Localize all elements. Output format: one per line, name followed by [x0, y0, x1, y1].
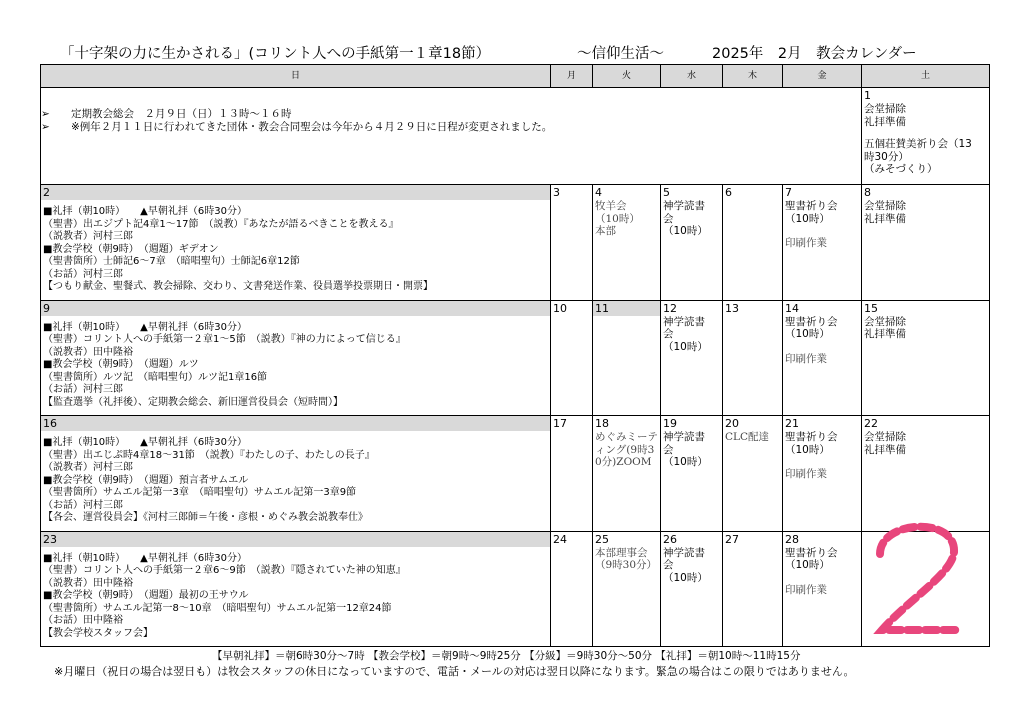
day-number: 25: [595, 532, 609, 546]
event-line: （10時）: [595, 212, 640, 225]
day-cell-mon: [551, 300, 593, 415]
day-number: 7: [785, 186, 792, 200]
day-cell-mon: [551, 416, 593, 531]
event-line: ■礼拝（朝10時） ▲早朝礼拝（6時30分）: [43, 552, 247, 564]
day-cell-fri: [783, 185, 862, 300]
event-line: 聖書祈り会: [785, 546, 838, 559]
weekday-sat: 土: [862, 65, 990, 88]
office-notice: ※月曜日（祝日の場合は翌日も）は牧会スタッフの休日になっていますので、電話・メールの対応は翌日以降になります。緊急の場合はこの限りではありません。: [54, 665, 855, 678]
day-cell-fri: [783, 531, 862, 646]
event-line: 会堂掃除: [864, 431, 906, 444]
motto-title: 「十字架の力に生かされる」(コリント人への手紙第一１章18節）: [60, 46, 491, 62]
day-number: 15: [864, 301, 878, 315]
event-line: 牧羊会: [595, 200, 627, 213]
event-line: 【教会学校スタッフ会】: [43, 627, 153, 639]
event-line: 0分)ZOOM: [595, 456, 652, 469]
day-number: 18: [595, 417, 609, 431]
event-line: （説教者）河村三郎: [43, 231, 133, 243]
weekday-fri: 金: [783, 65, 862, 88]
event-line: 会堂掃除: [864, 315, 906, 328]
event-line: （お話）田中隆裕: [43, 615, 123, 627]
event-line: 【各会、運営役員会】《河村三郎師＝午後・彦根・めぐみ教会説教奉仕》: [43, 512, 368, 524]
day-number: 12: [663, 301, 677, 315]
event-line: （説教者）田中隆裕: [43, 577, 133, 589]
day-cell-mon: [551, 185, 593, 300]
day-number: 24: [553, 532, 567, 546]
event-line: （10時）: [663, 340, 708, 353]
day-cell-fri: [783, 416, 862, 531]
day-cell-wed: [661, 531, 723, 646]
event-line: めぐみミーテ: [595, 431, 658, 444]
day-number: 17: [553, 417, 567, 431]
event-line: （聖書）コリント人への手紙第一２章6～9節 （説教）『隠されていた神の知恵』: [43, 565, 406, 577]
event-line: ィング(9時3: [595, 443, 655, 456]
event-line: ■教会学校（朝9時） （週題）ギデオン: [43, 243, 219, 255]
event-line: 神学読書: [663, 546, 705, 559]
week-row-2: [41, 300, 990, 415]
day-cell-tue: [593, 185, 661, 300]
day-number: 9: [41, 301, 550, 316]
event-line: 【つもり献金、聖餐式、教会掃除、交わり、文書発送作業、役員選挙投票期日・開票】: [43, 281, 433, 293]
week-row-4: [41, 531, 990, 646]
day-cell-sun: [41, 531, 551, 646]
event-line: （説教者）河村三郎: [43, 462, 133, 474]
weekday-thu: 木: [723, 65, 783, 88]
day-number: 16: [41, 416, 550, 431]
event-line: 印刷作業: [785, 237, 827, 250]
time-legend: 【早朝礼拝】＝朝6時30分～7時 【教会学校】＝朝9時～9時25分 【分級】＝9時30分～50分 【礼拝】＝朝10時～11時15分: [212, 650, 801, 662]
event-line: 礼拝準備: [864, 443, 906, 456]
day-cell-sun: [41, 185, 551, 300]
day-cell-tue: [593, 531, 661, 646]
theme-title: ～信仰生活～: [577, 46, 664, 62]
event-line: （聖書箇所）士師記6～7章 （暗唱聖句）士師記6章12節: [43, 256, 300, 268]
event-line: ■教会学校（朝9時） （週題）預言者サムエル: [43, 474, 249, 486]
event-line: （聖書箇所）サムエル記第一8～10章 （暗唱聖句）サムエル記第一12章24節: [43, 602, 392, 614]
event-line: 会: [663, 328, 674, 341]
day-cell-tue: [593, 416, 661, 531]
event-line: 【監査選挙（礼拝後）、定期教会総会、新旧運営役員会（短時間）】: [43, 396, 343, 408]
event-line: ■教会学校（朝9時） （週題）ルツ: [43, 359, 199, 371]
day-number: 2: [41, 185, 550, 200]
event-line: CLC配達: [725, 431, 770, 444]
event-line: 神学読書: [663, 200, 705, 213]
day-cell-thu: [723, 185, 783, 300]
event-line: （10時）: [663, 456, 708, 469]
event-line: ■礼拝（朝10時） ▲早朝礼拝（6時30分）: [43, 206, 247, 218]
announcement-item: ➢ ※例年２月１１日に行われてきた団体・教会合同聖会は今年から４月２９日に日程が変更されました。: [41, 120, 553, 133]
event-line: 聖書祈り会: [785, 315, 838, 328]
day-number: 14: [785, 301, 799, 315]
event-line: ■礼拝（朝10時） ▲早朝礼拝（6時30分）: [43, 321, 247, 333]
day-number: 11: [593, 301, 660, 316]
event-line: 神学読書: [663, 431, 705, 444]
page-header: [40, 42, 990, 62]
day-cell-mon: [551, 531, 593, 646]
day-cell-sat: [862, 185, 990, 300]
day-cell-thu: [723, 300, 783, 415]
event-line: 印刷作業: [785, 583, 827, 596]
event-line: （お話）河村三郎: [43, 384, 123, 396]
event-line: [783, 225, 861, 237]
day-cell-wed: [661, 416, 723, 531]
event-line: 会: [663, 443, 674, 456]
event-line: 会: [663, 212, 674, 225]
day-cell-sun: [41, 416, 551, 531]
day-cell-sat-1: 1 会堂掃除 礼拝準備 五個荘賛美祈り会（13 時30分） （みそづくり）: [862, 88, 990, 185]
event-line: [783, 341, 861, 353]
event-line: 本部: [595, 225, 616, 238]
event-line: （9時30分）: [595, 559, 658, 572]
event-line: 聖書祈り会: [785, 431, 838, 444]
event-line: （聖書箇所）ルツ記 （暗唱聖句）ルツ記1章16節: [43, 371, 268, 383]
event-line: （10時）: [663, 571, 708, 584]
event-line: 神学読書: [663, 315, 705, 328]
event-line: [783, 572, 861, 584]
day-number: 5: [663, 186, 670, 200]
day-number: 1: [864, 89, 871, 103]
weekday-wed: 水: [661, 65, 723, 88]
week-row-1: [41, 185, 990, 300]
day-cell-tue: [593, 300, 661, 415]
day-number: 4: [595, 186, 602, 200]
weekday-tue: 火: [593, 65, 661, 88]
event-line: （10時）: [785, 559, 830, 572]
day-cell-fri: [783, 300, 862, 415]
event-line: 会堂掃除: [864, 200, 906, 213]
event-line: （聖書箇所）サムエル記第一3章 （暗唱聖句）サムエル記第一3章9節: [43, 487, 357, 499]
arrow-bullet-icon: ➢: [41, 120, 50, 133]
event-line: 礼拝準備: [864, 212, 906, 225]
event-line: 本部理事会: [595, 546, 648, 559]
event-line: （10時）: [785, 212, 830, 225]
day-number: 27: [725, 532, 739, 546]
event-line: ■教会学校（朝9時） （週題）最初の王サウル: [43, 590, 249, 602]
day-number: 3: [553, 186, 560, 200]
day-number: 13: [725, 301, 739, 315]
day-number: 23: [41, 532, 550, 547]
event-line: 印刷作業: [785, 468, 827, 481]
event-line: （10時）: [663, 225, 708, 238]
week-row-0: [41, 88, 990, 185]
event-line: （聖書）コリント人への手紙第一２章1～5節 （説教）『神の力によって信じる』: [43, 334, 406, 346]
weekday-mon: 月: [551, 65, 593, 88]
event-line: 礼拝準備: [864, 328, 906, 341]
announcement-item: ➢ 定期教会総会 ２月９日（日）１３時～１６時: [41, 108, 292, 121]
day-cell-sat: [862, 300, 990, 415]
event-line: （お話）河村三郎: [43, 499, 123, 511]
day-number: 22: [864, 417, 878, 431]
event-line: 聖書祈り会: [785, 200, 838, 213]
month-number-decoration: [868, 512, 968, 642]
event-line: [783, 456, 861, 468]
weekday-header-row: [41, 65, 990, 88]
day-number: 26: [663, 532, 677, 546]
event-line: （聖書）出エじぷ時4章18～31節 （説教）『わたしの子、わたしの長子』: [43, 449, 375, 461]
announcements: [41, 88, 862, 185]
event-line: （聖書）出エジプト記4章1～17節 （説教）『あなたが語るべきことを教える』: [43, 218, 399, 230]
event-line: （10時）: [785, 328, 830, 341]
arrow-bullet-icon: ➢: [41, 108, 50, 121]
day-cell-wed: [661, 300, 723, 415]
calendar-table: [40, 64, 990, 647]
calendar-title: 2025年 2月 教会カレンダー: [712, 46, 917, 62]
day-number: 28: [785, 532, 799, 546]
day-number: 10: [553, 301, 567, 315]
day-number: 19: [663, 417, 677, 431]
event-line: （お話）河村三郎: [43, 268, 123, 280]
event-line: 印刷作業: [785, 352, 827, 365]
event-line: 会: [663, 559, 674, 572]
day-cell-wed: [661, 185, 723, 300]
week-row-3: [41, 416, 990, 531]
day-cell-thu: [723, 531, 783, 646]
day-cell-thu: [723, 416, 783, 531]
weekday-sun: 日: [41, 65, 551, 88]
day-number: 6: [725, 186, 732, 200]
event-line: （10時）: [785, 443, 830, 456]
event-line: （説教者）田中隆裕: [43, 346, 133, 358]
day-number: 21: [785, 417, 799, 431]
event-line: ■礼拝（朝10時） ▲早朝礼拝（6時30分）: [43, 437, 247, 449]
day-number: 8: [864, 186, 871, 200]
day-cell-sun: [41, 300, 551, 415]
day-number: 20: [725, 417, 739, 431]
